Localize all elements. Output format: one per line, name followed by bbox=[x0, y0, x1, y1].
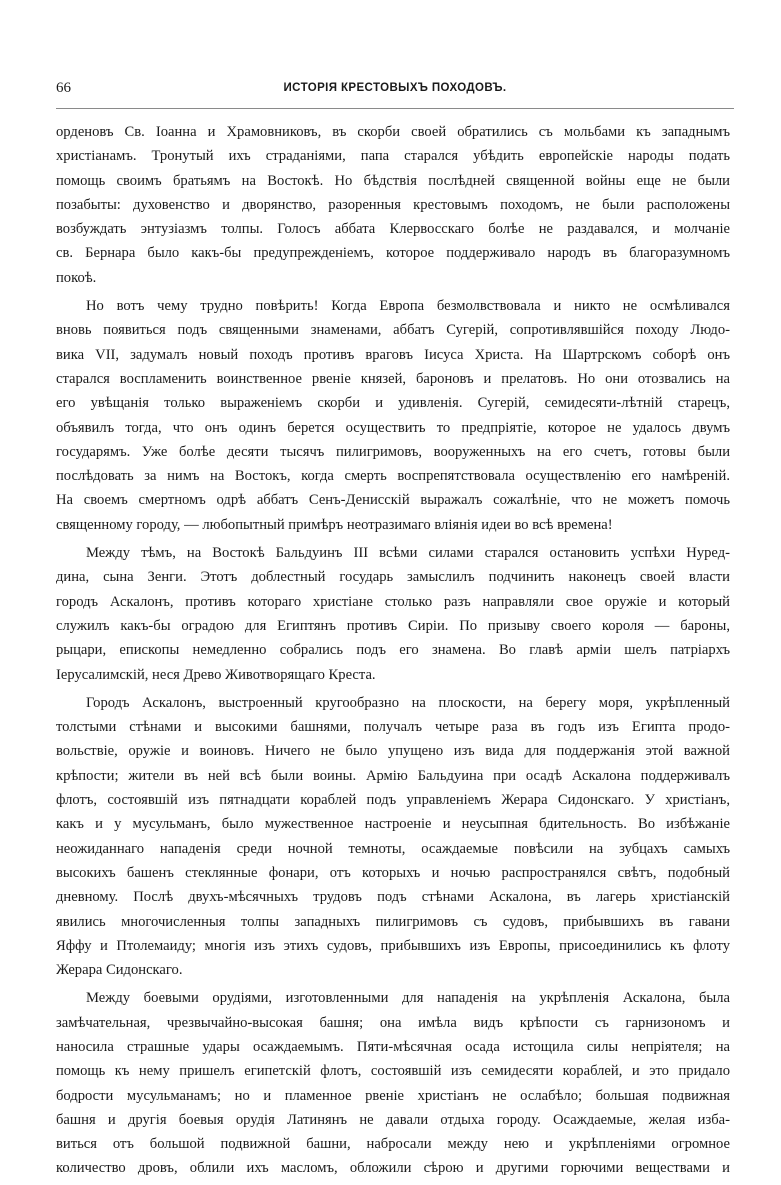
text-line: государямъ. Уже болѣе десяти тысячъ пилигримовъ, вооруженныхъ на его счетъ, готовы были bbox=[56, 443, 730, 460]
text-line: рыцари, епископы немедленно собрались подъ его знамена. Во главѣ арміи шелъ патріархъ bbox=[56, 642, 730, 659]
text-line: послѣдовать за нимъ на Востокъ, когда смерть воспрепятствовала осуществленію его намѣреній. bbox=[56, 468, 730, 485]
text-line: Жерара Сидонскаго. bbox=[56, 962, 183, 979]
text-line: его увѣщанія только выраженіемъ скорби и удивленія. Сугерій, семидесяти-лѣтній старецъ, bbox=[56, 395, 730, 412]
page-header bbox=[56, 78, 734, 102]
text-line: служилъ какъ-бы оградою для Египтянъ противъ Сиріи. По призыву своего короля — бароны, bbox=[56, 617, 730, 634]
text-line: Но вотъ чему трудно повѣрить! Когда Европа безмолвствовала и никто не осмѣливался bbox=[86, 298, 730, 315]
text-line: толстыми стѣнами и высокими башнями, получалъ четыре раза въ годъ изъ Египта продо- bbox=[56, 719, 730, 736]
text-line: Городъ Аскалонъ, выстроенный кругообразно на плоскости, на берегу моря, укрѣпленный bbox=[86, 694, 730, 711]
text-line: Между тѣмъ, на Востокѣ Бальдуинъ III всѣми силами старался остановить успѣхи Нуред- bbox=[86, 545, 730, 562]
text-line: старался воспламенить воинственное рвеніе князей, бароновъ и прелатовъ. Но они отозвались на bbox=[56, 370, 730, 387]
page-number: 66 bbox=[56, 80, 71, 96]
text-line: помощь своимъ братьямъ на Востокѣ. Но бѣдствія послѣдней священной войны еще не были bbox=[56, 172, 730, 189]
text-line: дневному. Послѣ двухъ-мѣсячныхъ трудовъ подъ стѣнами Аскалона, въ лагерь христіанскій bbox=[56, 889, 730, 906]
text-line: количество дровъ, облили ихъ масломъ, обложили сѣрою и другими горючими веществами и bbox=[56, 1160, 730, 1177]
header-rule bbox=[56, 108, 734, 109]
text-line: дина, сына Зенги. Этотъ доблестный государь замыслилъ подчинить наконецъ своей власти bbox=[56, 569, 730, 586]
paragraph bbox=[56, 691, 730, 983]
text-line: явились многочисленныя толпы западныхъ пилигримовъ съ судовъ, прибывшихъ въ гавани bbox=[56, 913, 730, 930]
text-line: Іерусалимскій, неся Древо Животворящаго Креста. bbox=[56, 666, 376, 683]
text-line: священному городу, — любопытный примѣръ неотразимаго вліянія идеи во всѣ времена! bbox=[56, 516, 613, 533]
text-line: орденовъ Св. Іоанна и Храмовниковъ, въ скорби своей обратились съ мольбами къ западнымъ bbox=[56, 124, 730, 140]
text-line: вольствіе, оружіе и воиновъ. Ничего не было упущено изъ вида для поддержанія этой важной bbox=[56, 743, 730, 760]
text-line: крѣпости; жители въ ней всѣ были воины. Армію Бальдуина при осадѣ Аскалона поддерживалъ bbox=[56, 767, 730, 784]
text-line: высокихъ башенъ стеклянные фонари, отъ которыхъ и ночью распространялся свѣтъ, подобный bbox=[56, 864, 730, 881]
text-line: объявилъ тогда, что онъ одинъ берется осуществить то предпріятіе, которое не удалось двумъ bbox=[56, 419, 730, 436]
text-line: св. Бернара было какъ-бы предупрежденіемъ, которое поддерживало народъ въ благоразумномъ bbox=[56, 245, 730, 262]
text-line: бодрости мусульманамъ; но и пламенное рвеніе христіанъ не ослабѣло; большая подвижная bbox=[56, 1087, 730, 1104]
text-line: виться отъ большой подвижной башни, набросали между нею и укрѣпленіями огромное bbox=[56, 1136, 730, 1153]
paragraph bbox=[56, 541, 730, 687]
text-line: вика VII, задумалъ новый походъ противъ враговъ Іисуса Христа. На Шартрскомъ соборѣ онъ bbox=[56, 346, 730, 363]
running-title: ИСТОРІЯ КРЕСТОВЫХЪ ПОХОДОВЪ. bbox=[283, 82, 507, 94]
text-line: башня и другія боевыя орудія Латинянъ не давали отдыха городу. Осаждаемые, желая изба- bbox=[56, 1111, 730, 1128]
text-line: неожиданнаго нападенія среди ночной темноты, осаждаемые повѣсили на зубцахъ самыхъ bbox=[56, 840, 730, 857]
text-line: флотъ, состоявшій изъ пятнадцати кораблей подъ управленіемъ Жерара Сидонскаго. У христіанъ, bbox=[56, 792, 730, 809]
text-line: позабыты: духовенство и дворянство, разоренныя крестовымъ походомъ, не были расположены bbox=[56, 196, 730, 213]
text-line: возбуждать энтузіазмъ толпы. Голосъ аббата Клервосскаго болѣе не раздавался, и молчаніе bbox=[56, 221, 730, 238]
text-line: Яффу и Птолемаиду; многія изъ этихъ судовъ, прибывшихъ изъ Европы, присоединились къ флоту bbox=[56, 937, 730, 954]
paragraph bbox=[56, 120, 730, 290]
text-line: На своемъ смертномъ одрѣ аббатъ Сенъ-Денисскій выражалъ сожалѣніе, что не можетъ помочь bbox=[56, 492, 730, 509]
text-line: какъ и у мусульманъ, было мужественное настроеніе и неусыпная бдительность. Во избѣжаніе bbox=[56, 816, 730, 833]
text-line: вновь появиться подъ священными знаменами, аббатъ Сугерій, сопротивлявшійся походу Людо- bbox=[56, 322, 730, 339]
text-line: замѣчательная, чрезвычайно-высокая башня; она имѣла видъ крѣпости съ гарнизономъ и bbox=[56, 1014, 730, 1031]
text-line: городъ Аскалонъ, противъ котораго христіане столько разъ направляли свое оружіе и который bbox=[56, 593, 730, 610]
text-line: покоѣ. bbox=[56, 269, 97, 286]
paragraph bbox=[56, 294, 730, 537]
text-line: помощь къ нему пришелъ египетскій флотъ, состоявшій изъ семидесяти кораблей, и это придало bbox=[56, 1063, 730, 1080]
text-line: Между боевыми орудіями, изготовленными для нападенія на укрѣпленія Аскалона, была bbox=[86, 990, 730, 1007]
paragraph bbox=[56, 986, 730, 1180]
text-line: наносила страшные удары осаждаемымъ. Пяти-мѣсячная осада истощила силы непріятеля; на bbox=[56, 1038, 730, 1055]
text-line: христіанамъ. Тронутый ихъ страданіями, папа старался убѣдить европейскіе народы подать bbox=[56, 148, 730, 165]
body-text bbox=[56, 120, 730, 1185]
